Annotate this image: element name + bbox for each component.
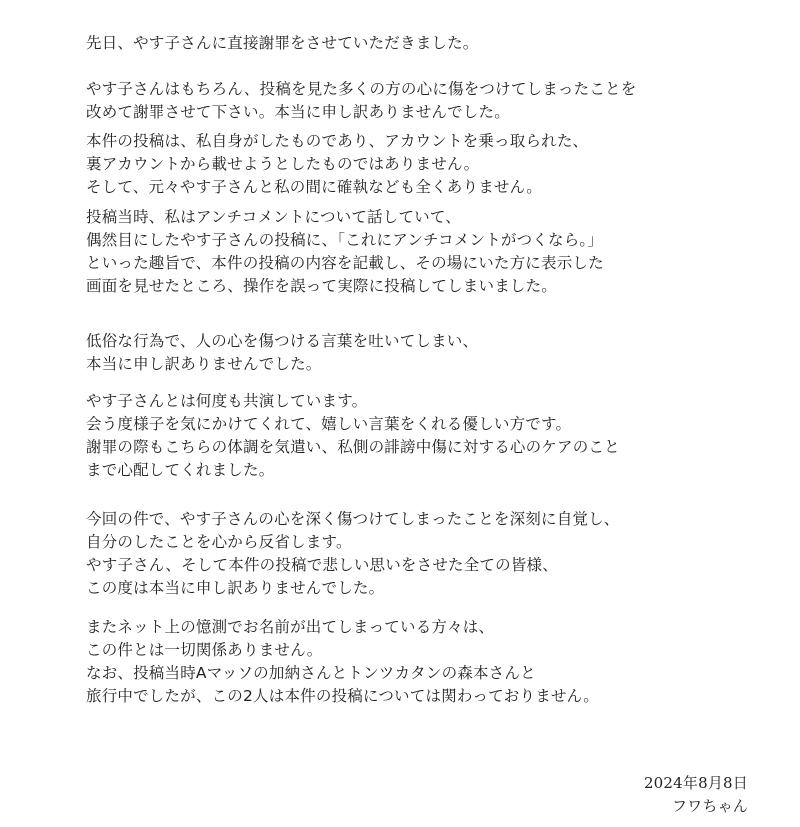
letter-line: この件とは一切関係ありません。	[86, 641, 323, 659]
paragraph-2	[86, 78, 746, 124]
paragraph-3	[86, 130, 746, 199]
letter-line: やす子さんとは何度も共演しています。	[86, 392, 368, 410]
letter-line: 謝罪の際もこちらの体調を気遣い、私側の誹謗中傷に対する心のケアのこと	[86, 438, 620, 456]
letter-date: 2024年8月8日	[643, 774, 748, 792]
letter-line: 本当に申し訳ありませんでした。	[86, 355, 322, 373]
paragraph-8	[86, 616, 746, 708]
letter-line: やす子さんはもちろん、投稿を見た多くの方の心に傷をつけてしまったことを	[86, 80, 637, 98]
letter-signature: フワちゃん	[671, 797, 748, 815]
letter-line: 会う度様子を気にかけてくれて、嬉しい言葉をくれる優しい方です。	[86, 415, 572, 433]
letter-line: といった趣旨で、本件の投稿の内容を記載し、その場にいた方に表示した	[86, 254, 604, 272]
letter-line: またネット上の憶測でお名前が出てしまっている方々は、	[86, 618, 495, 636]
letter-line: この度は本当に申し訳ありませんでした。	[86, 579, 385, 597]
letter-line: 先日、やす子さんに直接謝罪をさせていただきました。	[86, 34, 479, 52]
letter-line: そして、元々やす子さんと私の間に確執なども全くありません。	[86, 178, 542, 196]
letter-line: 偶然目にしたやす子さんの投稿に、「これにアンチコメントがつくなら。」	[86, 231, 604, 249]
letter-line: 低俗な行為で、人の心を傷つける言葉を吐いてしまい、	[86, 332, 479, 350]
letter-line: 今回の件で、やす子さんの心を深く傷つけてしまったことを深刻に自覚し、	[86, 510, 620, 528]
letter-line: 改めて謝罪させて下さい。本当に申し訳ありませんでした。	[86, 103, 510, 121]
letter-line: 自分のしたことを心から反省します。	[86, 533, 352, 551]
paragraph-6	[86, 390, 746, 482]
letter-line: 画面を見せたところ、操作を誤って実際に投稿してしまいました。	[86, 277, 558, 295]
letter-line: まで心配してくれました。	[86, 461, 275, 479]
letter-line: なお、投稿当時Aマッソの加納さんとトンツカタンの森本さんと	[86, 664, 536, 682]
letter-line: 投稿当時、私はアンチコメントについて話していて、	[86, 208, 461, 226]
letter-line: 裏アカウントから載せようとしたものではありません。	[86, 155, 480, 173]
letter-line: やす子さん、そして本件の投稿で悲しい思いをさせた全ての皆様、	[86, 556, 558, 574]
signature-block	[488, 772, 748, 818]
paragraph-4	[86, 206, 746, 298]
letter-line: 旅行中でしたが、この2人は本件の投稿については関わっておりません。	[86, 687, 599, 705]
letter-line: 本件の投稿は、私自身がしたものであり、アカウントを乗っ取られた、	[86, 132, 589, 150]
paragraph-1	[86, 32, 746, 55]
paragraph-7	[86, 508, 746, 600]
paragraph-5	[86, 330, 746, 376]
